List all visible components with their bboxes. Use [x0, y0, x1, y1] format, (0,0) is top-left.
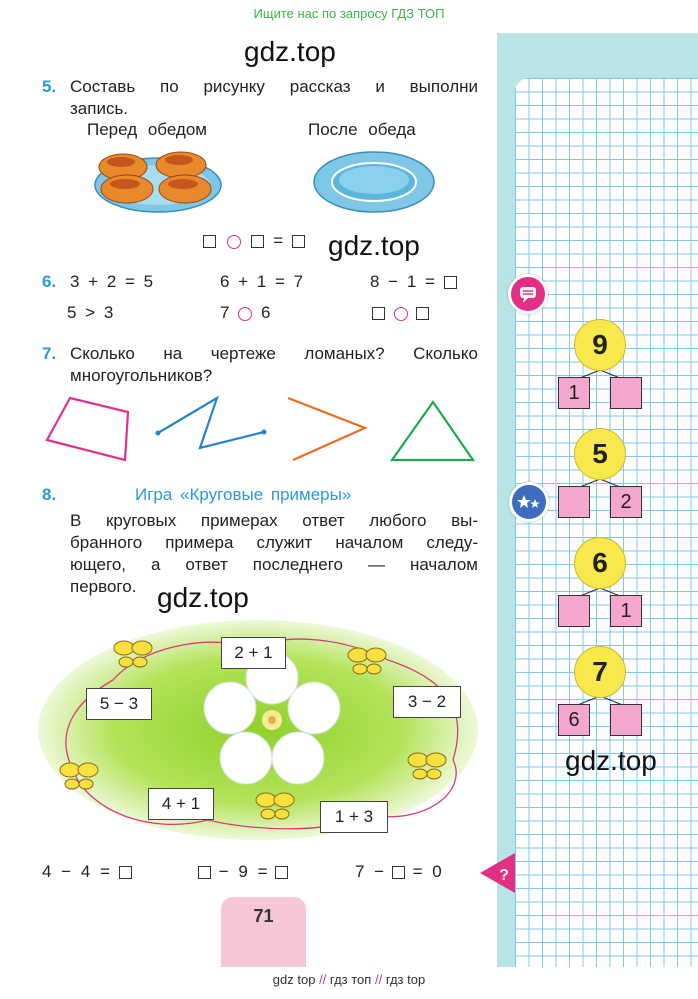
footer-link[interactable]: гдз топ: [329, 972, 372, 987]
game-card: 2 + 1: [221, 637, 286, 669]
footer-links: [0, 972, 698, 987]
question-icon: [477, 851, 517, 895]
tree-left-box[interactable]: 1: [558, 377, 590, 409]
task-6-eq2: 6 + 1 = 7: [220, 272, 304, 291]
answer-box[interactable]: [392, 866, 405, 879]
answer-box[interactable]: [444, 276, 457, 289]
game-card: 3 − 2: [393, 686, 461, 718]
task-6-eq3-text: 8 − 1 =: [370, 272, 435, 291]
footer-link[interactable]: гдз top: [385, 972, 426, 987]
task-6-eq1: 3 + 2 = 5: [70, 272, 154, 291]
task-6-eq5: [220, 303, 270, 323]
bottom-eq-3-prefix: 7 −: [355, 862, 385, 881]
watermark: gdz.top: [157, 582, 249, 613]
plate-with-pies-image: [93, 145, 223, 215]
watermark: gdz.top: [565, 745, 657, 776]
speech-icon: [508, 274, 548, 314]
answer-box[interactable]: [198, 866, 211, 879]
eq5-left: 7: [220, 303, 230, 322]
tree-top-number: 5: [574, 428, 626, 480]
tree-top-number: 6: [574, 537, 626, 589]
figures-drawing: [40, 390, 480, 470]
answer-box[interactable]: [372, 307, 385, 320]
tree-left-box[interactable]: [558, 486, 590, 518]
tree-left-box[interactable]: 6: [558, 704, 590, 736]
bottom-eq-1: [42, 862, 132, 882]
task-5-text-2: запись.: [70, 99, 129, 118]
watermark: gdz.top: [244, 36, 336, 67]
task-5-equation: =: [203, 231, 305, 251]
task-7-text: Сколько на чертеже ломаных? Сколько: [70, 344, 478, 363]
stars-icon: [509, 482, 549, 522]
page-number: 71: [253, 906, 274, 926]
task-8-text-4: первого.: [70, 577, 137, 596]
task-8-number: 8.: [42, 485, 57, 504]
task-8-text-3: ющего, а ответ последнего — началом: [70, 555, 478, 574]
tree-right-box[interactable]: 1: [610, 595, 642, 627]
footer-separator: //: [374, 972, 383, 987]
sign-circle[interactable]: [227, 235, 241, 249]
watermark: gdz.top: [328, 230, 420, 261]
answer-box[interactable]: [203, 235, 216, 248]
game-card: 4 + 1: [148, 788, 214, 820]
task-6-number: 6.: [42, 272, 57, 291]
broken-line-blue: [158, 398, 264, 448]
empty-plate-image: [312, 150, 437, 215]
tree-right-box[interactable]: [610, 704, 642, 736]
tree-left-box[interactable]: [558, 595, 590, 627]
eq5-right: 6: [260, 303, 271, 322]
footer-link[interactable]: gdz top: [272, 972, 316, 987]
bottom-eq-3: [355, 862, 442, 882]
bottom-eq-2: [198, 862, 288, 882]
tree-right-box[interactable]: [610, 377, 642, 409]
answer-box[interactable]: [275, 866, 288, 879]
svg-text:?: ?: [499, 867, 509, 884]
label-before-lunch: Перед обедом: [87, 120, 207, 139]
answer-box[interactable]: [119, 866, 132, 879]
task-7-text-2: многоугольников?: [70, 366, 213, 385]
answer-box[interactable]: [416, 307, 429, 320]
game-card: 1 + 3: [320, 801, 388, 833]
task-8-text-2: бранного примера служит началом следу-: [70, 533, 478, 552]
triangle-shape: [392, 402, 473, 460]
broken-line-orange: [288, 398, 365, 460]
sign-circle[interactable]: [238, 307, 252, 321]
bottom-eq-3-suffix: = 0: [412, 862, 442, 881]
task-7-number: 7.: [42, 344, 57, 363]
tree-right-box[interactable]: 2: [610, 486, 642, 518]
label-after-lunch: После обеда: [308, 120, 416, 139]
tree-top-number: 7: [574, 646, 626, 698]
bottom-eq-2-text: − 9 =: [218, 862, 268, 881]
quadrilateral-shape: [47, 398, 128, 460]
answer-box[interactable]: [251, 235, 264, 248]
task-5-text: Составь по рисунку рассказ и выполни: [70, 77, 478, 96]
header-link[interactable]: Ищите нас по запросу ГДЗ ТОП: [253, 6, 445, 21]
task-6-eq4: 5 > 3: [67, 303, 114, 322]
task-5-number: 5.: [42, 77, 57, 96]
game-card: 5 − 3: [86, 688, 152, 720]
bottom-eq-1-text: 4 − 4 =: [42, 862, 110, 881]
task-6-eq6: [372, 303, 429, 323]
task-6-eq3: [370, 272, 457, 292]
task-8-title: Игра «Круговые примеры»: [135, 485, 352, 504]
task-8-text-1: В круговых примерах ответ любого вы-: [70, 511, 478, 530]
footer-separator: //: [319, 972, 327, 987]
answer-box[interactable]: [292, 235, 305, 248]
tree-top-number: 9: [574, 319, 626, 371]
sign-circle[interactable]: [394, 307, 408, 321]
